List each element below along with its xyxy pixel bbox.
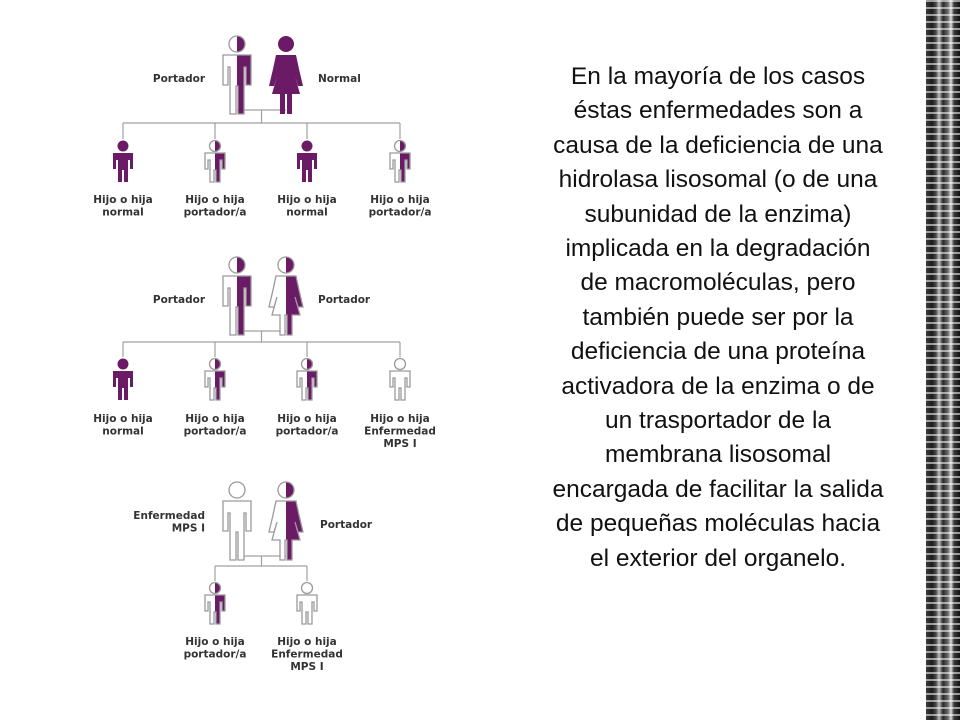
child-label-line: Hijo o hija bbox=[93, 413, 153, 425]
child-carrier-figure bbox=[297, 359, 317, 401]
paragraph-line-5: subunidad de la enzima) bbox=[584, 200, 852, 228]
child-label-line: Hijo o hija bbox=[185, 636, 245, 648]
child-label bbox=[271, 636, 343, 673]
child-label bbox=[184, 636, 247, 661]
child-label bbox=[184, 194, 247, 219]
parent-label bbox=[320, 519, 373, 531]
paragraph-line-2: éstas enfermedades son a bbox=[573, 97, 863, 125]
child-label-line: portador/a bbox=[183, 648, 247, 661]
child-label-line: Enfermedad bbox=[364, 425, 436, 438]
child-label-line: Hijo o hija bbox=[277, 413, 337, 425]
paragraph-line-7: de macromoléculas, pero bbox=[580, 269, 856, 297]
parent-label-line: Portador bbox=[152, 294, 205, 306]
child-label bbox=[276, 413, 339, 438]
paragraph-line-13: encargada de facilitar la salida bbox=[552, 475, 884, 503]
parent-label-line: Enfermedad bbox=[133, 510, 205, 522]
explanation-paragraph bbox=[510, 60, 926, 576]
parent-female-carrier-figure bbox=[269, 257, 303, 335]
child-carrier-figure bbox=[205, 141, 225, 183]
parent-label bbox=[318, 294, 371, 306]
child-label bbox=[184, 413, 247, 438]
child-label-line: Hijo o hija bbox=[277, 636, 337, 648]
child-affected-figure bbox=[390, 359, 410, 401]
child-label-line: MPS I bbox=[383, 438, 417, 450]
paragraph-line-4: hidrolasa lisosomal (o de una bbox=[558, 166, 878, 194]
pedigree-panel-1 bbox=[93, 36, 431, 219]
paragraph-line-11: un trasportador de la bbox=[604, 407, 832, 435]
parent-label bbox=[153, 73, 206, 85]
paragraph-line-15: el exterior del organelo. bbox=[589, 544, 847, 572]
child-carrier-figure bbox=[205, 359, 225, 401]
child-label bbox=[277, 194, 336, 219]
child-normal-figure bbox=[113, 141, 133, 183]
child-label-line: normal bbox=[286, 206, 328, 219]
parent-label-line: Normal bbox=[318, 73, 361, 85]
pedigree-panel-3 bbox=[133, 482, 373, 673]
child-normal-figure bbox=[113, 359, 133, 401]
child-label-line: portador/a bbox=[183, 206, 247, 219]
parent-label-line: Portador bbox=[318, 294, 371, 306]
child-label bbox=[93, 194, 152, 219]
paragraph-line-8: también puede ser por la bbox=[582, 303, 854, 331]
paragraph-line-3: causa de la deficiencia de una bbox=[553, 131, 883, 159]
child-label bbox=[369, 194, 432, 219]
child-affected-figure bbox=[297, 583, 317, 625]
parent-label bbox=[318, 73, 361, 85]
child-label-line: Hijo o hija bbox=[93, 194, 153, 206]
parent-label-line: MPS I bbox=[171, 522, 205, 535]
child-label-line: normal bbox=[102, 425, 144, 438]
parent-male-affected-figure bbox=[223, 482, 251, 560]
child-label-line: Hijo o hija bbox=[185, 194, 245, 206]
pedigree-panel-2 bbox=[93, 257, 436, 450]
parent-female-carrier-figure bbox=[269, 482, 303, 560]
parent-male-carrier-figure bbox=[223, 36, 251, 114]
child-label-line: normal bbox=[102, 206, 144, 219]
child-label-line: MPS I bbox=[290, 661, 324, 673]
child-label-line: Enfermedad bbox=[271, 648, 343, 661]
child-carrier-figure bbox=[390, 141, 410, 183]
child-label-line: portador/a bbox=[183, 425, 247, 438]
child-label-line: portador/a bbox=[275, 425, 339, 438]
parent-female-normal-figure bbox=[269, 36, 303, 114]
child-label-line: Hijo o hija bbox=[370, 194, 430, 206]
parent-label-line: Portador bbox=[152, 73, 205, 85]
child-label-line: Hijo o hija bbox=[185, 413, 245, 425]
child-label-line: Hijo o hija bbox=[370, 413, 430, 425]
paragraph-line-1: En la mayoría de los casos bbox=[570, 63, 866, 90]
child-label-line: portador/a bbox=[368, 206, 432, 219]
child-normal-figure bbox=[297, 141, 317, 183]
child-label bbox=[364, 413, 436, 450]
paragraph-line-12: membrana lisosomal bbox=[604, 441, 832, 469]
parent-label bbox=[153, 294, 206, 306]
child-label-line: Hijo o hija bbox=[277, 194, 337, 206]
paragraph-line-9: deficiencia de una proteína bbox=[570, 338, 866, 366]
paragraph-line-14: de pequeñas moléculas hacia bbox=[555, 510, 881, 538]
parent-label bbox=[133, 510, 205, 535]
parent-label-line: Portador bbox=[320, 519, 373, 531]
child-carrier-figure bbox=[205, 583, 225, 625]
decorative-film-edge bbox=[926, 0, 960, 720]
paragraph-line-10: activadora de la enzima o de bbox=[561, 372, 875, 400]
child-label bbox=[93, 413, 152, 438]
parent-male-carrier-figure bbox=[223, 257, 251, 335]
paragraph-line-6: implicada en la degradación bbox=[565, 235, 871, 263]
